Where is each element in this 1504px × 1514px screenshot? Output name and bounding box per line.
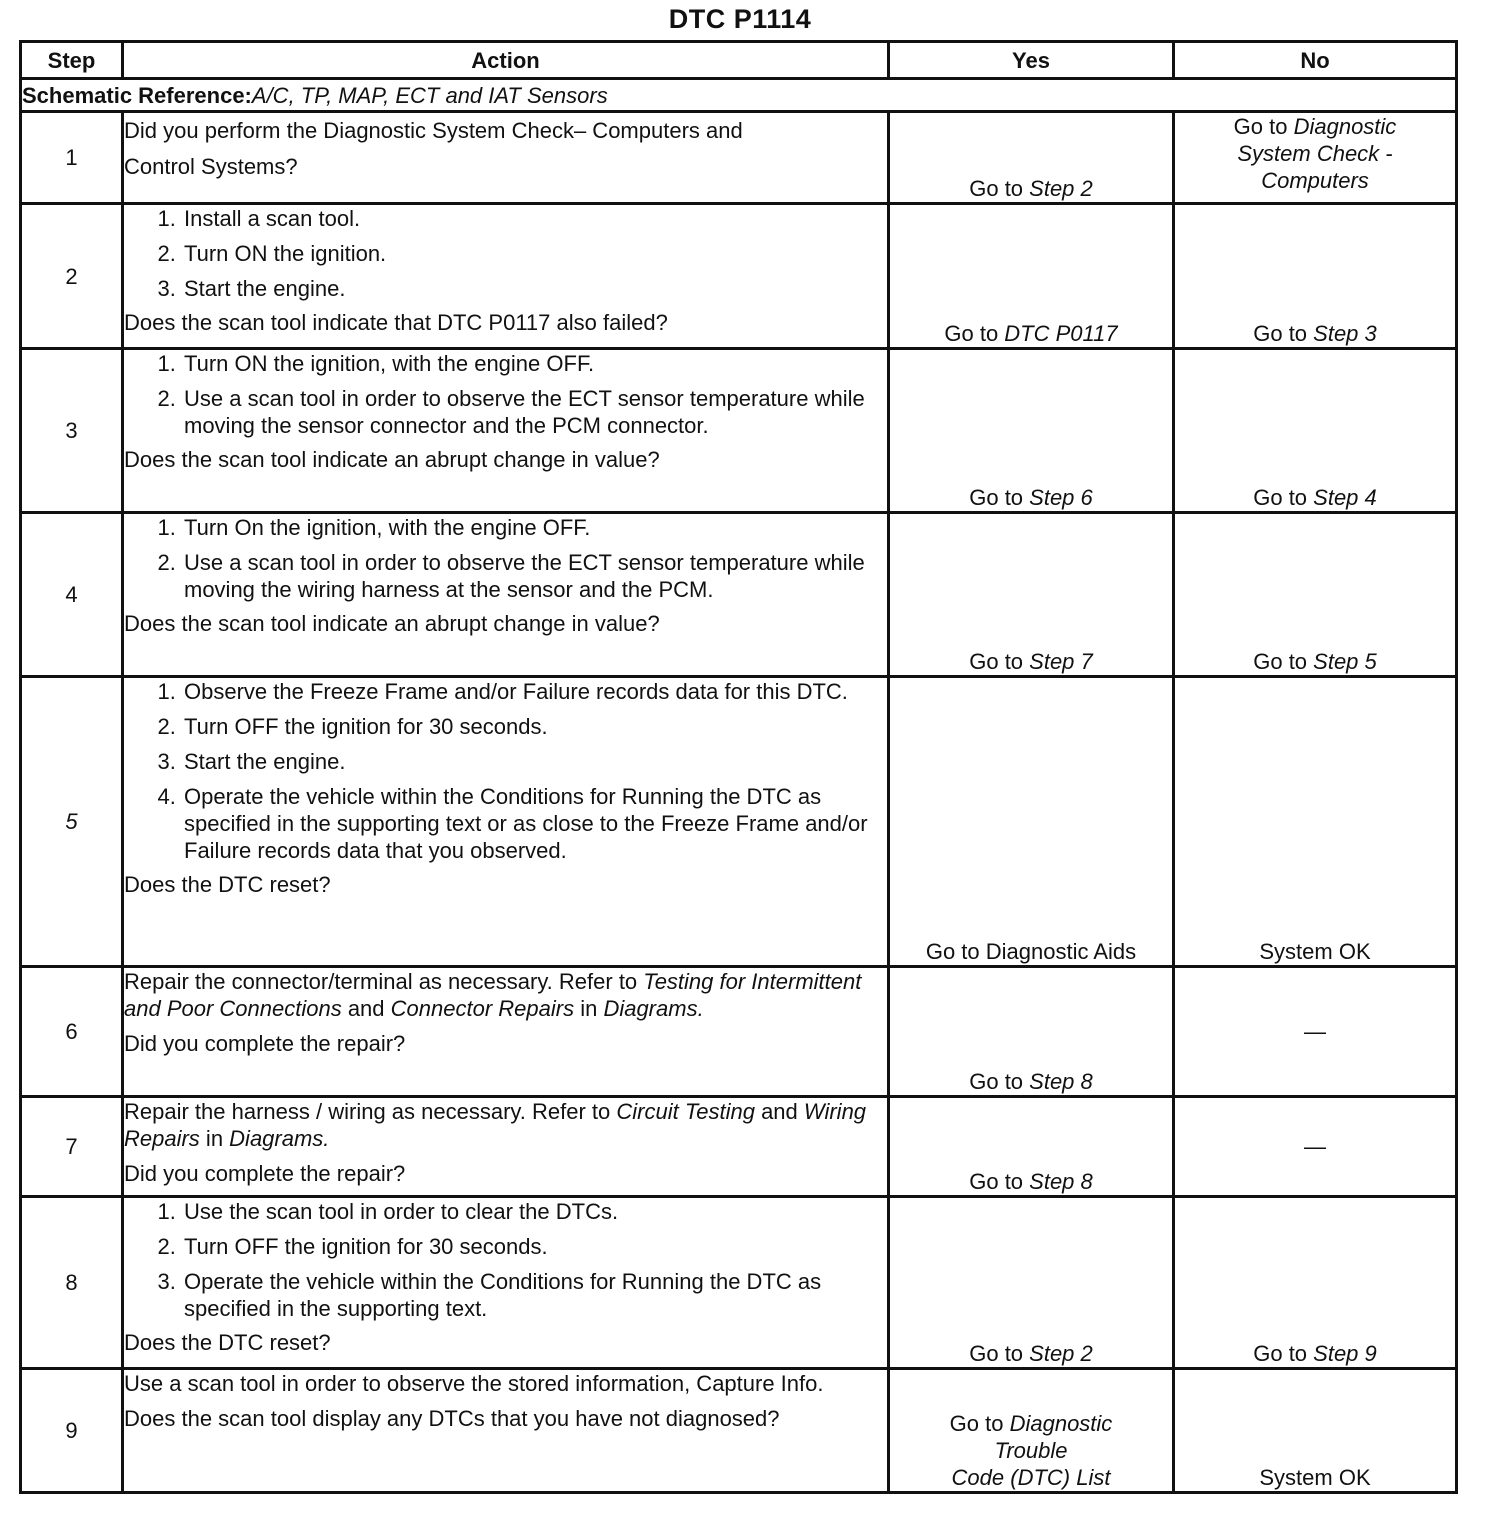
instruction-item: 3. Start the engine.	[182, 275, 887, 302]
step-action	[123, 349, 889, 513]
yes-result: Go to Step 2	[889, 112, 1174, 204]
instruction-item: 1. Turn ON the ignition, with the engine OFF.	[182, 350, 887, 377]
step-action	[123, 1097, 889, 1197]
reference-link: Testing for Intermittent and Poor Connections	[124, 969, 862, 1021]
yes-result: Go to Step 7	[889, 513, 1174, 677]
action-question: Did you complete the repair?	[124, 1031, 406, 1056]
header-no: No	[1174, 42, 1457, 79]
instruction-item: 1. Install a scan tool.	[182, 205, 887, 232]
action-text: Use a scan tool in order to observe the stored information, Capture Info.	[124, 1371, 824, 1396]
step-row-7	[21, 1097, 1457, 1197]
yes-link: Step 7	[1029, 649, 1093, 674]
step-action	[123, 677, 889, 967]
yes-result: Go to Diagnostic Aids	[889, 677, 1174, 967]
action-question: Does the scan tool indicate an abrupt change in value?	[124, 611, 660, 636]
step-action	[123, 513, 889, 677]
step-action	[123, 1369, 889, 1493]
reference-link: Connector Repairs	[390, 996, 575, 1021]
yes-link: DTC P0117	[1004, 321, 1118, 346]
header-row	[21, 42, 1457, 79]
step-number: 6	[21, 967, 123, 1097]
action-question: Does the scan tool indicate that DTC P0117 also failed?	[124, 310, 668, 335]
no-result: Go to Step 3	[1174, 204, 1457, 349]
no-result: System OK	[1174, 677, 1457, 967]
step-number: 1	[21, 112, 123, 204]
action-text: Did you perform the Diagnostic System Check– Computers and	[124, 118, 743, 143]
no-result: —	[1174, 1097, 1457, 1197]
instruction-item: 2. Use a scan tool in order to observe the ECT sensor temperature while moving the sensor connector and the PCM connector.	[182, 385, 887, 439]
reference-link: Wiring Repairs	[124, 1099, 867, 1151]
step-row-8	[21, 1197, 1457, 1369]
action-question: Did you complete the repair?	[124, 1161, 406, 1186]
instruction-item: 2. Turn OFF the ignition for 30 seconds.	[182, 1233, 887, 1260]
action-text: Control Systems?	[124, 154, 298, 179]
yes-result: Go to Step 8	[889, 1097, 1174, 1197]
instruction-item: 1. Turn On the ignition, with the engine OFF.	[182, 514, 887, 541]
step-number: 7	[21, 1097, 123, 1197]
no-link: Step 5	[1313, 649, 1377, 674]
step-row-6	[21, 967, 1457, 1097]
step-number: 3	[21, 349, 123, 513]
step-action	[123, 204, 889, 349]
step-row-4	[21, 513, 1457, 677]
yes-result: Go to Step 6	[889, 349, 1174, 513]
instruction-list	[124, 350, 887, 439]
header-yes: Yes	[889, 42, 1174, 79]
step-number: 4	[21, 513, 123, 677]
step-number: 2	[21, 204, 123, 349]
reference-link: Diagrams.	[603, 996, 704, 1021]
no-result: System OK	[1174, 1369, 1457, 1493]
instruction-item: 1. Observe the Freeze Frame and/or Failure records data for this DTC.	[182, 678, 887, 705]
step-row-5	[21, 677, 1457, 967]
no-result: Go to Diagnostic System Check - Computers	[1174, 112, 1457, 204]
action-question: Does the DTC reset?	[124, 872, 331, 897]
yes-result: Go to Diagnostic Trouble Code (DTC) List	[889, 1369, 1174, 1493]
yes-link: Diagnostic	[1009, 1411, 1113, 1436]
step-action	[123, 1197, 889, 1369]
action-text: Repair the harness / wiring as necessary. Refer to Circuit Testing and Wiring Repairs in Diagrams.	[124, 1099, 867, 1151]
instruction-item: 3. Start the engine.	[182, 748, 887, 775]
yes-result: Go to Step 8	[889, 967, 1174, 1097]
reference-link: Diagrams.	[229, 1126, 330, 1151]
no-link: Diagnostic	[1293, 114, 1397, 139]
instruction-item: 2. Use a scan tool in order to observe the ECT sensor temperature while moving the wiring harness at the sensor and the PCM.	[182, 549, 887, 603]
instruction-item: 2. Turn OFF the ignition for 30 seconds.	[182, 713, 887, 740]
instruction-list	[124, 678, 887, 864]
step-number: 9	[21, 1369, 123, 1493]
page-title: DTC P1114	[668, 4, 812, 34]
instruction-item: 3. Operate the vehicle within the Conditions for Running the DTC as specified in the supporting text.	[182, 1268, 887, 1322]
header-action: Action	[123, 42, 889, 79]
yes-link: Step 2	[1029, 1341, 1093, 1366]
action-text: Repair the connector/terminal as necessary. Refer to Testing for Intermittent and Poor Connections and Connector Repairs in Diagrams.	[124, 969, 862, 1021]
step-row-9	[21, 1369, 1457, 1493]
header-step: Step	[21, 42, 123, 79]
step-number: 8	[21, 1197, 123, 1369]
instruction-list	[124, 1198, 887, 1322]
dtc-table	[19, 40, 1458, 1494]
step-row-2	[21, 204, 1457, 349]
action-question: Does the DTC reset?	[124, 1330, 331, 1355]
step-action	[123, 967, 889, 1097]
instruction-item: 1. Use the scan tool in order to clear the DTCs.	[182, 1198, 887, 1225]
schematic-reference	[21, 79, 1457, 112]
no-result: Go to Step 4	[1174, 349, 1457, 513]
no-result: Go to Step 5	[1174, 513, 1457, 677]
yes-link: Step 2	[1029, 176, 1093, 201]
yes-link: Step 8	[1029, 1069, 1093, 1094]
schematic-label: Schematic Reference:	[22, 82, 252, 108]
instruction-list	[124, 514, 887, 603]
yes-result: Go to DTC P0117	[889, 204, 1174, 349]
instruction-item: 2. Turn ON the ignition.	[182, 240, 887, 267]
instruction-item: 4. Operate the vehicle within the Conditions for Running the DTC as specified in the supporting text or as close to the Freeze Frame and/or Failure records data that you observed.	[182, 783, 887, 864]
step-action	[123, 112, 889, 204]
reference-link: Circuit Testing	[616, 1099, 755, 1124]
step-row-3	[21, 349, 1457, 513]
no-link: Step 3	[1313, 321, 1377, 346]
no-link: Step 9	[1313, 1341, 1377, 1366]
schematic-value: A/C, TP, MAP, ECT and IAT Sensors	[251, 82, 608, 108]
no-result: Go to Step 9	[1174, 1197, 1457, 1369]
step-number: 5	[21, 677, 123, 967]
yes-result: Go to Step 2	[889, 1197, 1174, 1369]
no-link: Step 4	[1313, 485, 1377, 510]
step-row-1	[21, 112, 1457, 204]
yes-link: Step 6	[1029, 485, 1093, 510]
schematic-row	[21, 79, 1457, 112]
no-result: —	[1174, 967, 1457, 1097]
action-question: Does the scan tool display any DTCs that you have not diagnosed?	[124, 1406, 780, 1431]
action-question: Does the scan tool indicate an abrupt change in value?	[124, 447, 660, 472]
yes-link: Step 8	[1029, 1169, 1093, 1194]
instruction-list	[124, 205, 887, 302]
